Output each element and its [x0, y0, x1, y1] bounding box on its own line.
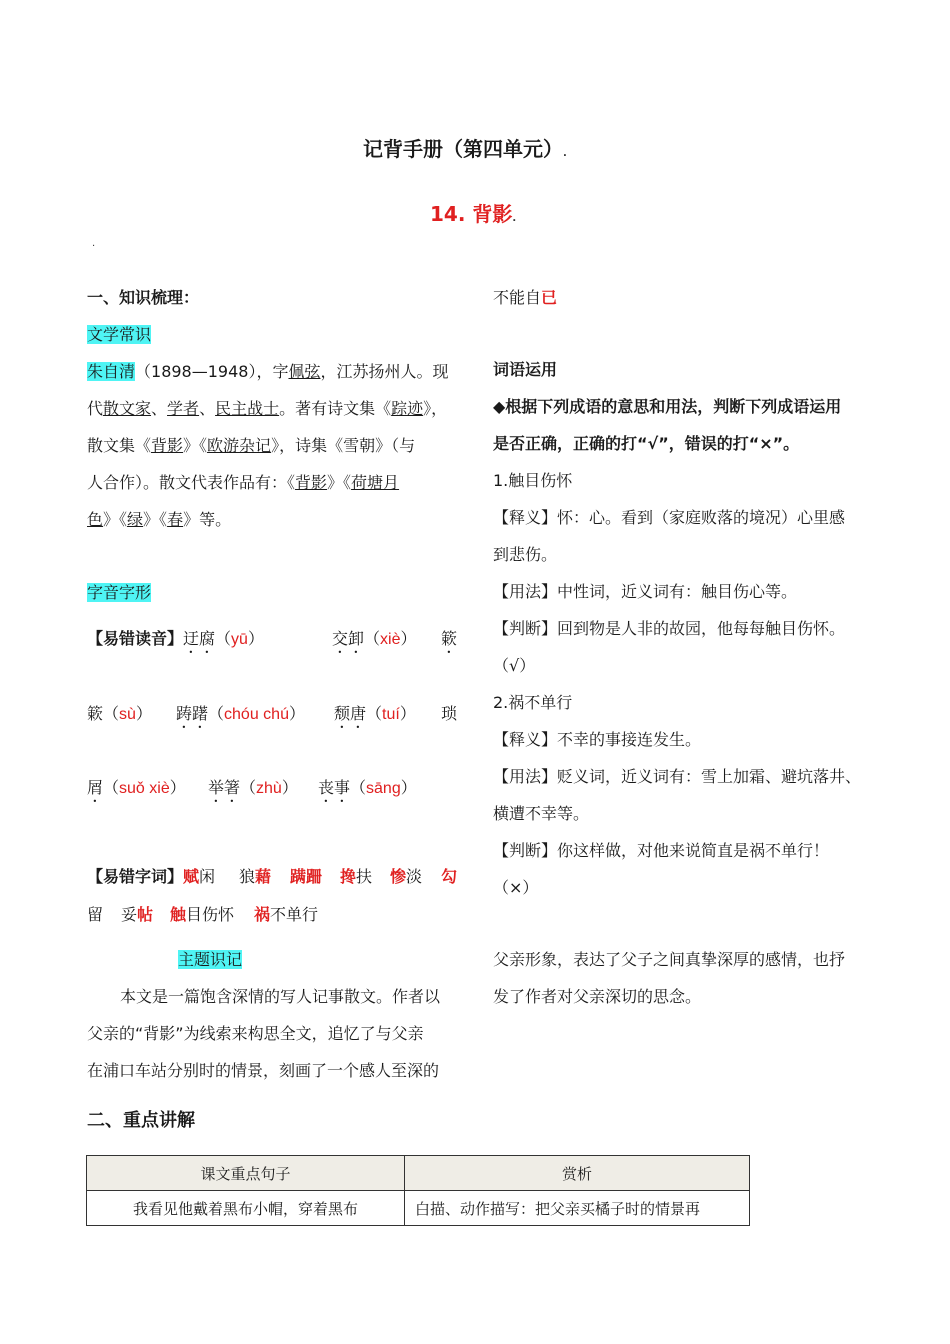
lit-line-2 [87, 390, 447, 427]
idiom-line: 【判断】回到物是人非的故园，他每每触目伤怀。 [493, 619, 846, 638]
pron-chars: 迂腐 [183, 629, 216, 648]
lesson-title-mark: . [512, 213, 517, 224]
section1-heading: 一、知识梳理： [87, 288, 200, 307]
lit-text: 散文集《 [87, 436, 152, 455]
word-red: 祸 [254, 905, 271, 924]
word-red: 藉 [255, 867, 272, 886]
lit-label: 文学常识 [87, 325, 152, 344]
pron-chars: 琐 [441, 704, 458, 723]
word-heading: 【易错字词】 [87, 867, 184, 886]
lit-underlined: 散文家 [103, 399, 152, 418]
pinyin: tuí [382, 706, 400, 723]
lit-underlined: 荷塘月 [351, 473, 400, 492]
word-text: 目伤怀 [186, 905, 235, 924]
lit-underlined: 色 [87, 510, 104, 529]
idiom-line: 【释义】怀：心。看到（家庭败落的境况）心里感 [493, 508, 846, 527]
pron-heading: 【易错读音】 [87, 629, 184, 648]
lit-line-1 [87, 353, 449, 390]
word-text: 留 [87, 905, 104, 924]
word-red: 帖 [137, 905, 154, 924]
theme-line: 本文是一篇饱含深情的写人记事散文。作者以 [120, 987, 441, 1006]
word-use-heading: 词语运用 [493, 360, 558, 379]
word-item [239, 858, 271, 895]
word-text: 扶 [356, 867, 373, 886]
word-item [340, 858, 372, 895]
lit-text: （1898—1948），字 [135, 362, 289, 381]
pron-item: 举箸（zhù） [208, 778, 298, 797]
lit-underlined: 踪迹 [391, 399, 424, 418]
pron-row-2: 簌（sù） [87, 704, 152, 723]
word-red: 赋 [183, 867, 200, 886]
lit-underlined: 佩弦 [288, 362, 321, 381]
key-points-table [86, 1155, 750, 1226]
pron-chars: 丧事 [318, 778, 351, 797]
table-header-analysis: 赏析 [405, 1156, 750, 1191]
pinyin: sāng [366, 780, 401, 797]
right-top-text: 不能自 [493, 288, 542, 307]
word-item [290, 858, 322, 895]
lit-underlined: 欧游杂记 [207, 436, 272, 455]
word-row-2 [87, 896, 103, 933]
right-top-red: 已 [541, 288, 558, 307]
pinyin: sù [119, 706, 136, 723]
lit-text: 代 [87, 399, 104, 418]
pron-item: 颓唐（tuí） [334, 704, 416, 723]
pron-item: 交卸（xiè） [332, 629, 417, 648]
idiom-line: 横遭不幸等。 [493, 804, 590, 823]
lit-text: ，江苏扬州人。现 [320, 362, 449, 381]
theme-line: 父亲的“背影”为线索来构思全文，追忆了与父亲 [87, 1024, 424, 1043]
word-red: 搀 [340, 867, 357, 886]
lesson-title [430, 198, 516, 227]
section2-heading: 二、重点讲解 [87, 1110, 195, 1131]
lit-text: 、 [151, 399, 168, 418]
lit-underlined: 背影 [295, 473, 328, 492]
word-red: 惨 [390, 867, 407, 886]
table-row [87, 1191, 750, 1226]
idiom-line: 【用法】中性词，近义词有：触目伤心等。 [493, 582, 798, 601]
pinyin: yū [231, 631, 248, 648]
pron-row-1: 【易错读音】迂腐（yū） [87, 629, 264, 648]
lit-underlined: 春 [167, 510, 184, 529]
pron-chars: 颓唐 [334, 704, 367, 723]
word-item [254, 896, 318, 933]
page-title-text: 记背手册（第四单元） [363, 137, 563, 161]
table-header-sentence: 课文重点句子 [87, 1156, 405, 1191]
lit-line-5 [87, 501, 231, 538]
lit-text: 》《 [183, 436, 208, 455]
lit-underlined: 背影 [151, 436, 184, 455]
pron-chars: 簌 [441, 629, 458, 648]
page-title [363, 133, 567, 162]
pinyin: zhù [256, 780, 282, 797]
word-text: 妥 [121, 905, 138, 924]
table-cell-analysis: 白描、动作描写：把父亲买橘子时的情景再 [405, 1191, 750, 1226]
pron-item: 踌躇（chóu chú） [176, 704, 305, 723]
stray-mark: . [92, 238, 96, 249]
lit-text: 。著有诗文集《 [279, 399, 392, 418]
lit-text: 、 [199, 399, 216, 418]
pron-label: 字音字形 [87, 583, 152, 602]
theme-line: 发了作者对父亲深切的思念。 [493, 987, 702, 1006]
lit-text: 》《 [327, 473, 352, 492]
pron-chars: 簌 [87, 704, 104, 723]
pron-chars: 举箸 [208, 778, 241, 797]
word-item [121, 896, 153, 933]
word-red: 触 [170, 905, 187, 924]
idiom-line: （×） [493, 878, 539, 897]
author-name: 朱自清 [87, 362, 136, 381]
idiom-line: 【释义】不幸的事接连发生。 [493, 730, 702, 749]
word-text: 闲 [199, 867, 216, 886]
lit-underlined: 民主战士 [215, 399, 280, 418]
instruction-line: 是否正确，正确的打“√”，错误的打“×”。 [493, 434, 800, 453]
instruction-line: ◆根据下列成语的意思和用法，判断下列成语运用 [493, 397, 842, 416]
idiom-line: （√） [493, 656, 536, 675]
table-cell-sentence: 我看见他戴着黑布小帽，穿着黑布 [87, 1191, 405, 1226]
pinyin: xiè [380, 631, 401, 648]
idiom-title: 1.触目伤怀 [493, 471, 573, 490]
pron-item [441, 620, 457, 657]
pron-chars: 交卸 [332, 629, 365, 648]
word-item [170, 896, 234, 933]
pinyin: chóu chú [224, 706, 289, 723]
lit-text: 》《 [103, 510, 128, 529]
theme-label: 主题识记 [178, 950, 243, 969]
theme-line: 在浦口车站分别时的情景，刻画了一个感人至深的 [87, 1061, 440, 1080]
lit-line-4 [87, 464, 399, 501]
idiom-line: 【用法】贬义词，近义词有：雪上加霜、避坑落井、 [493, 767, 862, 786]
right-top [493, 279, 557, 316]
theme-line: 父亲形象，表达了父子之间真挚深厚的感情，也抒 [493, 950, 846, 969]
idiom-title: 2.祸不单行 [493, 693, 573, 712]
lit-underlined: 绿 [127, 510, 144, 529]
lit-text: 人合作）。散文代表作品有：《 [87, 473, 296, 492]
word-item [441, 858, 457, 895]
pron-item [441, 695, 457, 732]
lit-text: 》，诗集《雪朝》（与 [271, 436, 416, 455]
title-mark: . [563, 148, 567, 159]
word-row-1 [87, 858, 215, 895]
table-header-row [87, 1156, 750, 1191]
word-text: 淡 [406, 867, 423, 886]
word-text: 狼 [239, 867, 256, 886]
word-text: 不单行 [270, 905, 319, 924]
lit-text: 》《 [143, 510, 168, 529]
pron-item: 丧事（sāng） [318, 778, 417, 797]
word-item [390, 858, 422, 895]
pinyin: suǒ xiè [119, 780, 170, 797]
lit-line-3 [87, 427, 415, 464]
idiom-line: 到悲伤。 [493, 545, 558, 564]
lit-text: 》， [423, 399, 448, 418]
lesson-title-text: 14. 背影 [430, 202, 513, 226]
pron-row-3: 屑（suǒ xiè） [87, 778, 186, 797]
pron-chars: 踌躇 [176, 704, 209, 723]
pron-chars: 屑 [87, 778, 104, 797]
lit-text: 》等。 [183, 510, 232, 529]
lit-underlined: 学者 [167, 399, 200, 418]
word-red: 蹒跚 [290, 867, 323, 886]
word-red: 勾 [441, 867, 458, 886]
idiom-line: 【判断】你这样做，对他来说简直是祸不单行！ [493, 841, 830, 860]
